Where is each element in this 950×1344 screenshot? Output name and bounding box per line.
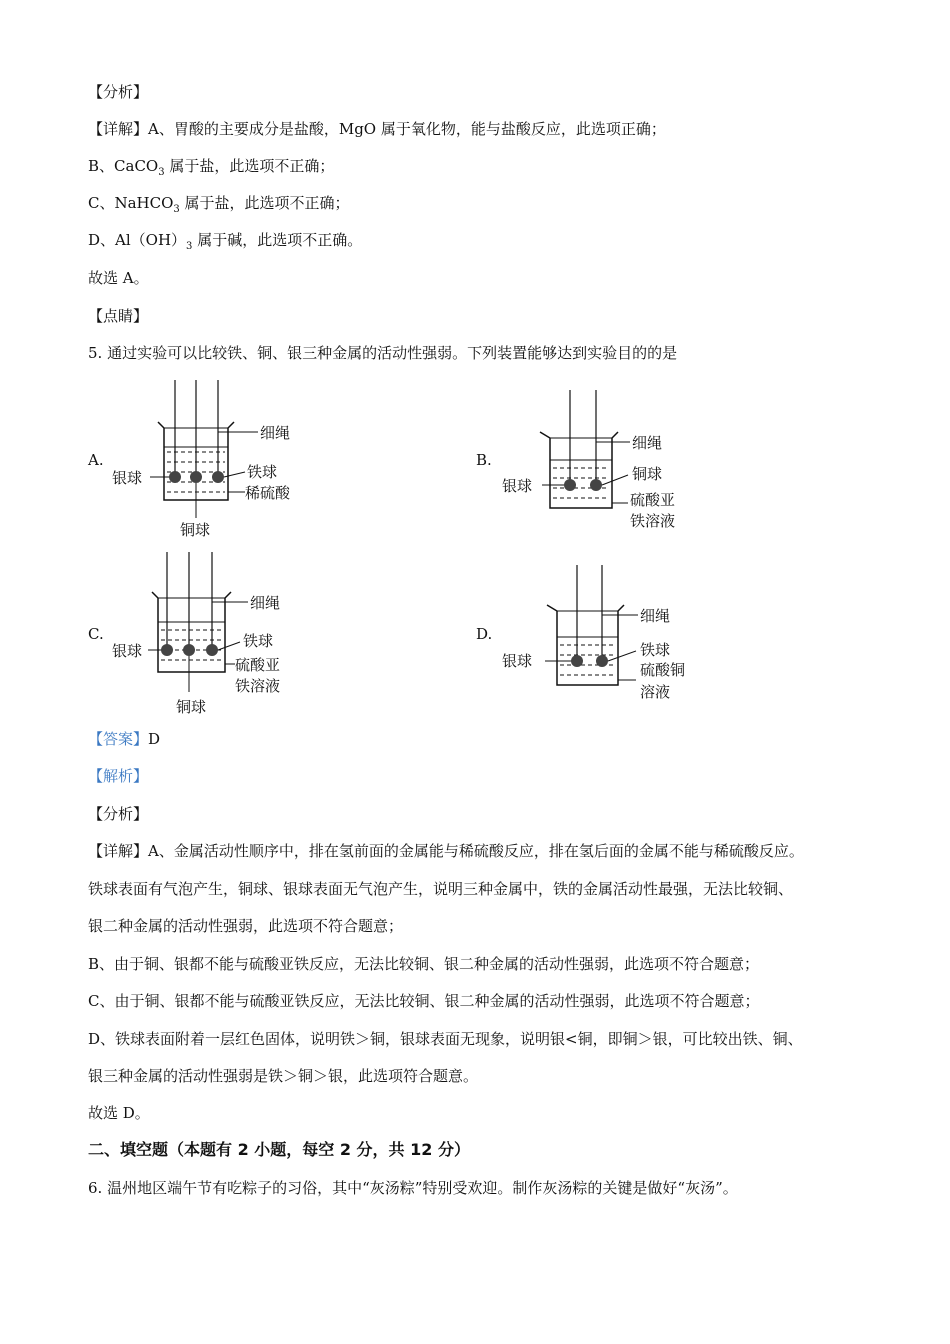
figure-d-right: 铁球 — [640, 641, 671, 659]
dianjing-heading: 【点睛】 — [88, 307, 149, 325]
figure-c-right: 铁球 — [243, 632, 274, 650]
figure-d-left: 银球 — [502, 652, 533, 670]
answer-value: D — [148, 730, 161, 748]
question-5: 5. 通过实验可以比较铁、铜、银三种金属的活动性强弱。下列装置能够达到实验目的的是 — [88, 344, 678, 362]
analysis-heading-1: 【分析】 — [88, 83, 149, 101]
beaker-figure-a — [110, 380, 310, 545]
figure-b-right: 铜球 — [632, 465, 663, 483]
figure-a-solution: 稀硫酸 — [245, 484, 291, 502]
figure-c-left: 银球 — [112, 642, 143, 660]
figure-d-rope: 细绳 — [640, 607, 671, 625]
answer-line — [88, 729, 160, 749]
figure-c-bottom: 铜球 — [176, 698, 207, 716]
figure-d-solution2: 溶液 — [640, 683, 671, 701]
detail2-d-line1: D、铁球表面附着一层红色固体，说明铁＞铜，银球表面无现象，说明银<铜，即铜＞银，可比较出铁、铜、 — [88, 1030, 803, 1048]
option-a-label: A. — [88, 451, 104, 469]
figure-a-bottom: 铜球 — [180, 521, 211, 539]
detail-c-1: C、NaHCO$_3$ 属于盐，此选项不正确； — [88, 194, 350, 215]
figure-a-rope: 细绳 — [260, 424, 291, 442]
figure-c-solution2: 铁溶液 — [235, 677, 281, 695]
answer-label: 【答案】 — [88, 730, 149, 748]
figure-b-left: 银球 — [502, 477, 533, 495]
conclusion-1: 故选 A。 — [88, 269, 149, 287]
detail-b-1: B、CaCO$_3$ 属于盐，此选项不正确； — [88, 157, 335, 178]
detail2-a-line2: 铁球表面有气泡产生，铜球、银球表面无气泡产生，说明三种金属中，铁的金属活动性最强，无法比较铜、 — [88, 880, 794, 898]
figure-c-rope: 细绳 — [250, 594, 281, 612]
option-c-label: C. — [88, 625, 104, 643]
detail2-a-line1: 【详解】A、金属活动性顺序中，排在氢前面的金属能与稀硫酸反应，排在氢后面的金属不能与稀硫酸反应。 — [88, 842, 804, 860]
section-2-heading: 二、填空题（本题有 2 小题，每空 2 分，共 12 分） — [88, 1140, 470, 1159]
figure-d-solution1: 硫酸铜 — [640, 661, 686, 679]
detail2-d-line2: 银三种金属的活动性强弱是铁＞铜＞银，此选项符合题意。 — [88, 1067, 479, 1085]
detail-a-1: 【详解】A、胃酸的主要成分是盐酸，MgO 属于氧化物，能与盐酸反应，此选项正确； — [88, 120, 666, 138]
beaker-figure-b — [500, 390, 700, 540]
detail2-b: B、由于铜、银都不能与硫酸亚铁反应，无法比较铜、银二种金属的活动性强弱，此选项不符合题意； — [88, 955, 760, 973]
detail2-a-line3: 银二种金属的活动性强弱，此选项不符合题意； — [88, 917, 404, 935]
beaker-figure-d — [500, 565, 700, 710]
detail2-c: C、由于铜、银都不能与硫酸亚铁反应，无法比较铜、银二种金属的活动性强弱，此选项不符合题意； — [88, 992, 760, 1010]
analysis-heading-2: 【分析】 — [88, 805, 149, 823]
figure-a-right: 铁球 — [247, 463, 278, 481]
figure-b-solution1: 硫酸亚 — [630, 491, 676, 509]
jiexi-heading: 【解析】 — [88, 767, 149, 785]
question-6: 6. 温州地区端午节有吃粽子的习俗，其中“灰汤粽”特别受欢迎。制作灰汤粽的关键是做好“灰汤”。 — [88, 1179, 738, 1197]
figure-b-rope: 细绳 — [632, 434, 663, 452]
detail-d-1: D、$Al(OH)_3$ 属于碱，此选项不正确。 — [88, 231, 363, 252]
figure-b-solution2: 铁溶液 — [630, 512, 676, 530]
conclusion-2: 故选 D。 — [88, 1104, 150, 1122]
figure-c-solution1: 硫酸亚 — [235, 656, 281, 674]
beaker-figure-c — [110, 552, 310, 722]
option-d-label: D. — [476, 625, 493, 643]
figure-a-left: 银球 — [112, 469, 143, 487]
option-b-label: B. — [476, 451, 492, 469]
